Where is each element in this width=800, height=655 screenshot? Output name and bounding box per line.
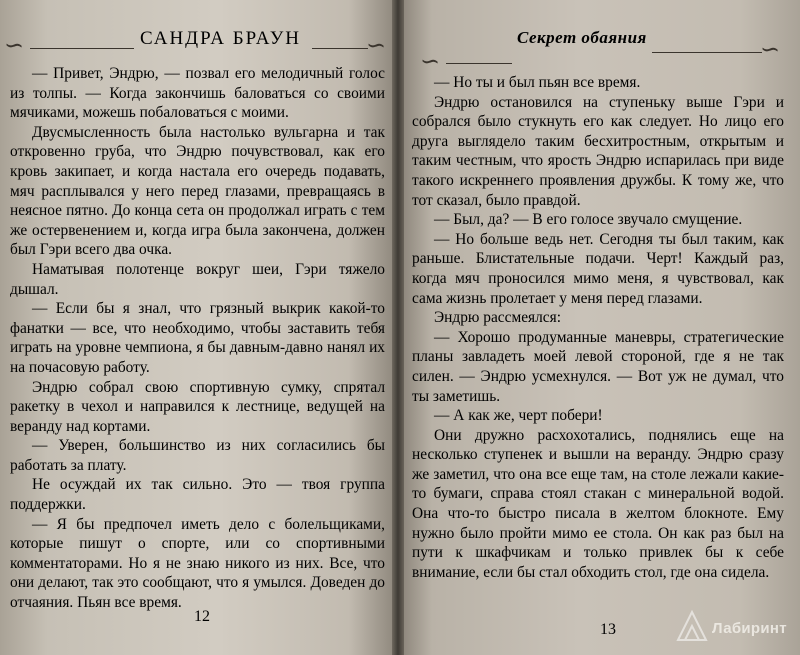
paragraph: — Был, да? — В его голосе звучало смущение. bbox=[434, 211, 743, 229]
paragraph: — Привет, Эндрю, — позвал его мелодичный голос из толпы. — Когда закончишь баловаться со своими мячиками, можешь побаловаться с моими. bbox=[10, 65, 385, 122]
left-body-text bbox=[10, 64, 385, 613]
left-running-head: САНДРА БРАУН bbox=[140, 28, 302, 49]
right-ornament-end-icon: ∽ bbox=[760, 37, 781, 63]
paragraph: — Уверен, большинство из них согласились бы работать за плату. bbox=[10, 437, 385, 474]
left-page-number: 12 bbox=[194, 608, 210, 625]
paragraph: — Если бы я знал, что грязный выкрик какой-то фанатки — все, что необходимо, чтобы заставить тебя играть на уровне чемпиона, я бы давным-давно нанял их на почасовую работу. bbox=[10, 300, 385, 376]
watermark-text: Лабиринт bbox=[712, 620, 787, 637]
paragraph: — Но ты и был пьян все время. bbox=[434, 74, 641, 91]
right-ornament-start-icon: ∽ bbox=[420, 49, 441, 75]
paragraph: Не осуждай их так сильно. Это — твоя группа поддержки. bbox=[10, 476, 385, 514]
right-rule-start bbox=[446, 63, 512, 64]
right-page-number: 13 bbox=[600, 621, 616, 638]
paragraph: — Я бы предпочел иметь дело с болельщиками, которые пишут о спорте, или со спортивными комментаторами. Но я не знаю никого из них. Все, что они делают, так это сообщают, что я умылся. Доведен до отчаяния. Пьян все время. bbox=[10, 515, 385, 612]
left-rule-end bbox=[312, 48, 368, 49]
book-spine bbox=[392, 0, 404, 655]
right-rule-end bbox=[652, 52, 762, 53]
left-rule-start bbox=[30, 48, 134, 49]
paragraph: Наматывая полотенце вокруг шеи, Гэри тяжело дышал. bbox=[10, 260, 385, 298]
left-ornament-end-icon: ∽ bbox=[366, 33, 387, 59]
right-running-head: Секрет обаяния bbox=[517, 28, 647, 47]
paragraph: Эндрю рассмеялся: bbox=[434, 309, 561, 327]
paragraph: — Но больше ведь нет. Сегодня ты был таким, как раньше. Блистательные подачи. Черт! Каждый раз, когда мяч проносился мимо меня, я чувствовал, как сама жизнь пролетает у меня перед глазами. bbox=[412, 230, 784, 307]
left-ornament-start-icon: ∽ bbox=[4, 33, 25, 59]
paragraph: Они дружно расхохотались, поднялись еще на несколько ступенек и вышли на веранду. Эндрю сразу же заметил, что она все еще там, на столе лежали какие-то бумаги, справа стоял стакан с минеральной водой. Она что-то быстро писала в желтом блокноте. Ему нужно было пройти мимо ее стола. Он как раз был на пути к шкафчикам и только привлек бы к себе внимание, если бы стал обходить стол, где она сидела. bbox=[412, 426, 784, 581]
paragraph: — Хорошо продуманные маневры, стратегические планы завладеть моей левой стороной, где я не так силен. — Эндрю усмехнулся. — Вот уж не думал, что ты заметишь. bbox=[412, 328, 784, 405]
paragraph: Эндрю собрал свою спортивную сумку, спрятал ракетку в чехол и направился к лестнице, ведущей на веранду над кортами. bbox=[10, 378, 385, 435]
paragraph: Двусмысленность была настолько вульгарна и так откровенно груба, что Эндрю почувствовал, как его кровь закипает, и когда настала его очередь подавать, мяч расплывался у него перед глазами, превращаясь в неясное пятно. До конца сета он продолжал играть с тем же остервенением и, когда игра была закончена, должен был Гэри всего два очка. bbox=[10, 123, 385, 259]
right-body-text bbox=[412, 73, 784, 582]
paragraph: Эндрю остановился на ступеньку выше Гэри и собрался было стукнуть его как следует. Но лицо его друга выглядело таким бесхитростным, открытым и таким честным, что ярость Эндрю испарилась при виде такого искреннего проявления дружбы. К тому же, что тот сказал, было правдой. bbox=[412, 93, 784, 209]
paragraph: — А как же, черт побери! bbox=[434, 407, 603, 425]
